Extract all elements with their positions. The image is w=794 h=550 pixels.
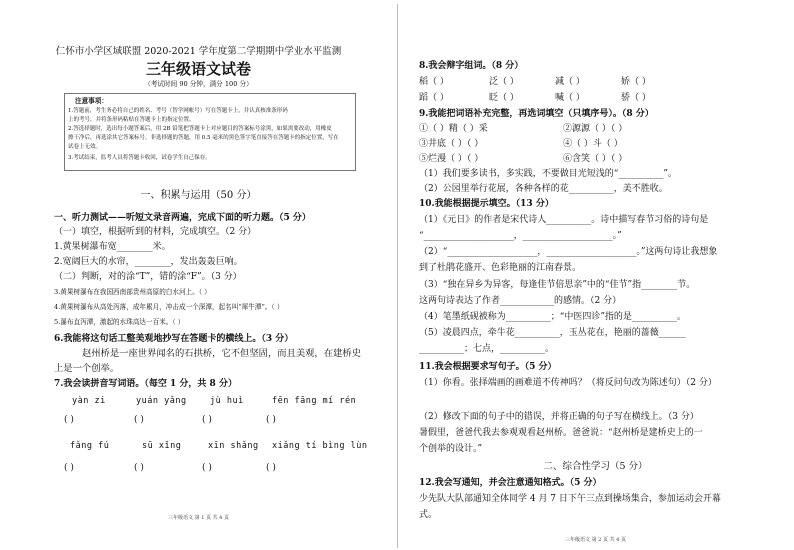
question-11: 11.我会根据要求写句子。（5 分） xyxy=(419,362,557,372)
question-text: __________；七点，__________。 xyxy=(419,344,555,354)
pinyin: yuán yǎng xyxy=(136,396,187,406)
pinyin: sū xǐng xyxy=(142,441,182,451)
question-text: （2）修改下面的句子中的错误，并将正确的句子写在横线上。（3 分） xyxy=(419,412,699,422)
notice-line: 上的考号，并将条形码粘贴在答题卡上的指定位置。 xyxy=(68,117,195,123)
question-text: （1）《元日》的作者是宋代诗人__________。诗中描写春节习俗的诗句是 xyxy=(419,215,709,225)
question-text: 到了杜鹃花盛开、色彩艳丽的江南春景。 xyxy=(419,263,582,273)
answer-blank[interactable]: ( ) xyxy=(202,415,212,425)
section-heading: 一、积累与运用（50 分） xyxy=(140,190,257,201)
notice-line: 试卷上无效。 xyxy=(68,144,102,150)
notice-line: 擦干净后，再选涂其它答案标号。非选择题的答题，用 0.5 毫米的黑色签字笔直接答在答题卡的指定位置，写在 xyxy=(68,135,339,141)
question-text: （2）公园里举行花展，各种各样的花__________，美不胜收。 xyxy=(419,184,668,194)
question-text: 1.黄果树瀑布宽________米。 xyxy=(54,242,171,252)
question-6: 6.我能将这句话工整美观地抄写在答题卡的横线上。（3 分） xyxy=(54,334,294,344)
word-item: 蹈（ ） xyxy=(419,93,449,103)
question-text: 个创举的设计。” xyxy=(419,444,483,454)
word-item: 喊（ ） xyxy=(555,93,585,103)
exam-subtitle: （考试时间 90 分钟，满分 100 分） xyxy=(144,80,253,88)
question-text: 式。 xyxy=(419,510,438,520)
question-text: 5.瀑布直泻潭，激起的水珠高达一百米。（ ） xyxy=(54,318,185,326)
question-8: 8.我会辩字组词。（8 分） xyxy=(419,61,524,71)
idiom-item: ⑥含笑（ ）（ ） xyxy=(563,154,628,164)
idiom-item: ②源源（ ）（ ） xyxy=(563,124,628,134)
notice-line: 3.考试结束，监考人员将答题卡收回，试卷学生自己保存。 xyxy=(68,155,211,161)
idiom-item: ①（ ）精（ ）采 xyxy=(419,124,488,134)
question-text: （1）我们要多读书，多实践，不要做目光短浅的“__________”。 xyxy=(419,169,677,179)
page-footer: 三年级语文 第 2 页 共 4 页 xyxy=(565,537,626,543)
word-item: 减（ ） xyxy=(555,77,585,87)
answer-blank[interactable]: ( ) xyxy=(134,463,144,473)
notice-title: 注意事项： xyxy=(75,97,108,105)
question-1b: （二）判断，对的涂“T”，错的涂“F”。（3 分） xyxy=(54,272,242,282)
word-item: 泛（ ） xyxy=(489,77,519,87)
question-text: 少先队大队部通知全体同学 4 月 7 日下午三点到操场集合，参加运动会开幕 xyxy=(419,494,721,504)
question-text: （2）“____________________，____________________。”这两句诗让我想象 xyxy=(419,247,718,257)
question-text: 2.宽阔巨大的水帘，________，发出轰轰巨响。 xyxy=(54,257,243,267)
question-1a: （一）填空，根据听到的材料，完成填空。（2 分） xyxy=(54,227,257,237)
answer-blank[interactable]: ( ) xyxy=(64,415,74,425)
question-12: 12.我会写通知，并会注意通知格式。（5 分） xyxy=(419,478,602,488)
question-text: （4）笔墨纸砚被称为__________；“中医四诊”指的是__________。 xyxy=(419,312,686,322)
question-text: 3.黄果树瀑布在我国西南部贵州高原的白水河上。（ ） xyxy=(54,288,211,296)
question-text: （3）“独在异乡为异客，每逢佳节倍思亲”中的“佳节”指________节。 xyxy=(419,280,696,290)
answer-blank[interactable]: ( ) xyxy=(202,463,212,473)
pinyin: xiǎng tí bìng lùn xyxy=(272,441,368,451)
section-heading: 二、综合性学习（5 分） xyxy=(543,461,648,472)
exam-title: 三年级语文试卷 xyxy=(145,60,251,78)
question-9: 9.我能把词语补充完整，再选词填空（只填序号）。（8 分） xyxy=(419,109,654,119)
notice-line: 1.答题前，考生务必将自己的姓名、考号（智学网帐号）写在答题卡上，并认真核准条形码 xyxy=(68,108,288,114)
question-text: （5）凌晨四点，牵牛花__________，玉丛花在，艳丽的蔷薇______ xyxy=(419,328,686,338)
answer-blank[interactable]: ( ) xyxy=(266,415,276,425)
question-7: 7.我会读拼音写词语。（每空 1 分，共 8 分） xyxy=(54,379,237,389)
question-1: 一、听力测试——听短文录音两遍，完成下面的听力题。（5 分） xyxy=(54,213,311,223)
pinyin: fǎng fú xyxy=(70,441,110,451)
idiom-item: ④（ ）斗（ ） xyxy=(563,139,623,149)
exam-header: 仁怀市小学区域联盟 2020-2021 学年度第二学期期中学业水平监测 xyxy=(55,46,342,57)
word-item: 稻（ ） xyxy=(419,77,449,87)
word-item: 眨（ ） xyxy=(489,93,519,103)
notice-line: 2.答选择题时，选出每小题答案后，用 2B 铅笔把答题卡上对应题目的答案标号涂黑，如果需要改动，用橡皮 xyxy=(68,126,332,132)
exam-page-2 xyxy=(397,0,794,550)
question-text: 暑假里，爸爸代我去参观观看赵州桥。爸爸说：“赵州桥是建桥史上的一 xyxy=(419,428,703,438)
question-text: 赵州桥是一座世界闻名的石拱桥，它不但坚固，而且美观，在建桥史 xyxy=(82,348,361,359)
question-text: “____________________，____________________。” xyxy=(419,231,622,241)
pinyin: xīn shǎng xyxy=(208,441,259,451)
question-text: （1）你看。张择端画的画难道不传神吗？（将反问句改为陈述句）（2 分） xyxy=(419,378,717,388)
pinyin: fēn fāng mí rén xyxy=(272,396,357,406)
question-text: 4.黄果树瀑布从高处泻落，成年累月，冲击成一个深潭，起名叫“犀牛潭”。（ ） xyxy=(54,303,284,311)
answer-blank[interactable]: ( ) xyxy=(134,415,144,425)
answer-blank[interactable]: ( ) xyxy=(266,463,276,473)
page-footer: 三年级语文 第 1 页 共 4 页 xyxy=(168,515,229,521)
idiom-item: ③井底（ ）（ ） xyxy=(419,139,484,149)
word-item: 娇（ ） xyxy=(621,77,651,87)
question-text: 上是一个创举。 xyxy=(54,363,120,374)
question-10: 10.我能根据提示填空。（13 分） xyxy=(419,199,554,209)
question-text: 这两句诗表达了作者____________的感情。（2 分） xyxy=(419,296,622,306)
idiom-item: ⑤烂漫（ ）（ ） xyxy=(419,154,484,164)
answer-blank[interactable]: ( ) xyxy=(64,463,74,473)
word-item: 骄（ ） xyxy=(621,93,651,103)
pinyin: yàn zi xyxy=(72,396,106,406)
pinyin: jù huì xyxy=(210,396,244,406)
